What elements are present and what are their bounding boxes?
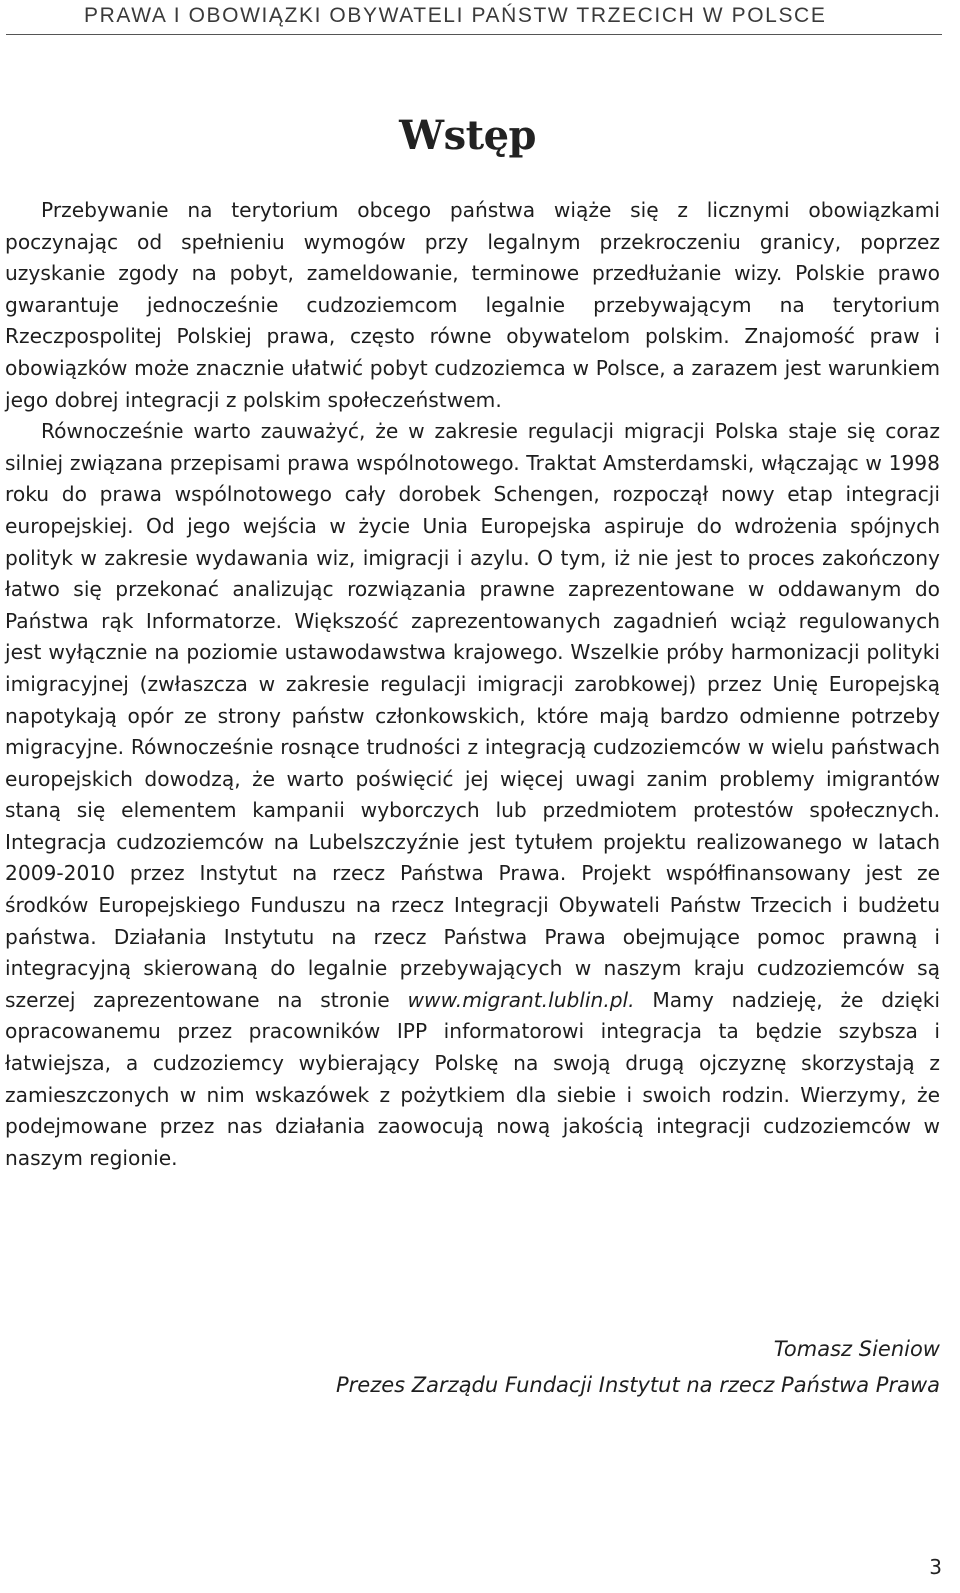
page-title: Wstęp: [399, 112, 536, 159]
paragraph-2-text-b: Mamy nadzieję, że dzięki opracowanemu przez pracowników IPP informatorowi integracja ta będzie szybsza i łatwiejsza, a cudzoziemcy wybierający Polskę na swoją drugą ojczyznę skorzystają z zamieszczonych w nim wskazówek z pożytkiem dla siebie i swoich rodzin. Wierzymy, że podejmowane przez nas działania zaowocują nową jakością integracji cudzoziemców w naszym regionie.: [5, 987, 940, 1170]
paragraph-1: Przebywanie na terytorium obcego państwa wiąże się z licznymi obowiązkami poczynając od spełnieniu wymogów przy legalnym przekroczeniu granicy, poprzez uzyskanie zgody na pobyt, zameldowanie, terminowe przedłużanie wizy. Polskie prawo gwarantuje jednocześnie cudzoziemcom legalnie przebywającym na terytorium Rzeczpospolitej Polskiej prawa, często równe obywatelom polskim. Znajomość praw i obowiązków może znacznie ułatwić pobyt cudzoziemca w Polsce, a zarazem jest warunkiem jego dobrej integracji z polskim społeczeństwem.: [5, 198, 940, 412]
website-link[interactable]: www.migrant.lublin.pl.: [407, 987, 635, 1012]
page-number: 3: [929, 1555, 942, 1579]
signature-role: Prezes Zarządu Fundacji Instytut na rzecz Państwa Prawa: [336, 1373, 940, 1397]
paragraph-2: [5, 416, 940, 1174]
signature-name: Tomasz Sieniow: [773, 1337, 940, 1361]
running-header: [6, 4, 942, 35]
signature: [336, 1331, 940, 1403]
running-header-title: PRAWA I OBOWIĄZKI OBYWATELI PAŃSTW TRZECICH W POLSCE: [84, 4, 827, 27]
paragraph-2-text-a: Równocześnie warto zauważyć, że w zakresie regulacji migracji Polska staje się coraz silniej związana przepisami prawa wspólnotowego. Traktat Amsterdamski, włączając w 1998 roku do prawa wspólnotowego cały dorobek Schengen, rozpoczął nowy etap integracji europejskiej. Od jego wejścia w życie Unia Europejska aspiruje do wdrożenia spójnych polityk w zakresie wydawania wiz, imigracji i azylu. O tym, iż nie jest to proces zakończony łatwo się przekonać analizując rozwiązania prawne zaprezentowane w oddawanym do Państwa rąk Informatorze. Większość zaprezentowanych zagadnień wciąż regulowanych jest wyłącznie na poziomie ustawodawstwa krajowego. Wszelkie próby harmonizacji polityki imigracyjnej (zwłaszcza w zakresie regulacji imigracji zarobkowej) przez Unię Europejską napotykają opór ze strony państw członkowskich, które mają bardzo odmienne potrzeby migracyjne. Równocześnie rosnące trudności z integracją cudzoziemców w wielu państwach europejskich dowodzą, że warto poświęcić jej więcej uwagi zanim problemy imigrantów staną się elementem kampanii wyborczych lub przedmiotem protestów społecznych. Integracja cudzoziemców na Lubelszczyźnie jest tytułem projektu realizowanego w latach 2009-2010 przez Instytut na rzecz Państwa Prawa. Projekt współfinansowany jest ze środków Europejskiego Funduszu na rzecz Integracji Obywateli Państw Trzecich i budżetu państwa. Działania Instytutu na rzecz Państwa Prawa obejmujące pomoc prawną i integracyjną skierowaną do legalnie przebywających w naszym kraju cudzoziemców są szerzej zaprezentowane na stronie: [5, 419, 940, 1012]
body-text: [5, 195, 940, 1174]
